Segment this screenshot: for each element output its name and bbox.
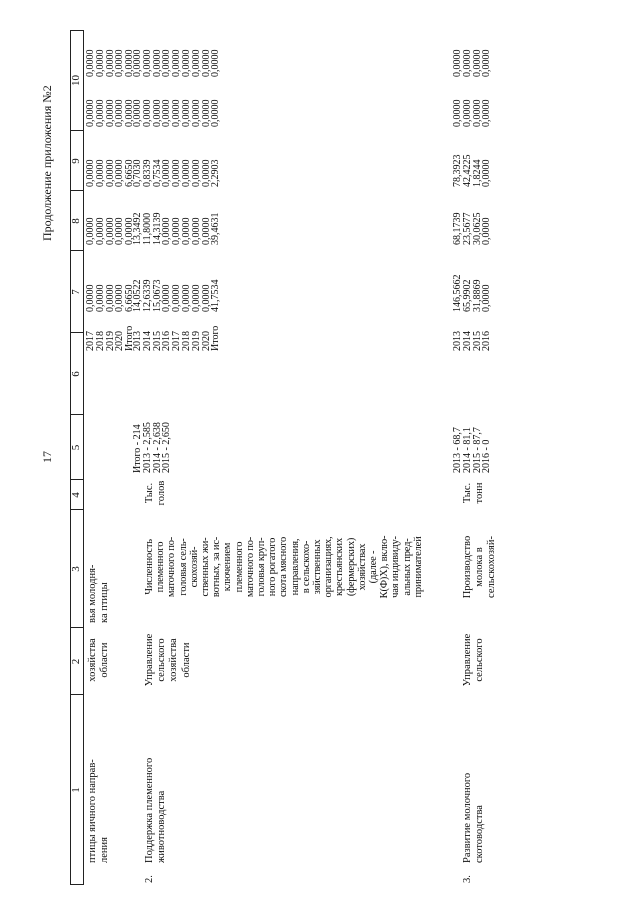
header-divider	[70, 694, 84, 695]
row2-years: 2013 2014 2015 2016 2017 2018 2019 2020 Итого	[132, 325, 222, 351]
row2-col10-values: 0,0000 0,0000 0,0000 0,0000 0,0000 0,0000 0,0000 0,0000 0,0000	[132, 49, 222, 77]
header-col-3: 3	[70, 566, 82, 572]
row1-program-name: птицы яичного направ- ления	[87, 759, 111, 863]
header-divider	[70, 627, 84, 628]
header-divider	[70, 509, 84, 510]
row2-executor: Управление сельского хозяйства области	[144, 633, 192, 687]
row2-number: 2.	[144, 875, 155, 883]
header-col-6: 6	[70, 371, 82, 377]
row3-col7-values: 68,1739 23,5677 30,0625 0,0000	[452, 212, 493, 245]
header-divider	[70, 190, 84, 191]
row2-col6-values: 14,0522 12,6339 15,0673 0,0000 0,0000 0,0000 0,0000 0,0000 41,7534	[132, 279, 222, 312]
row1-col10-values: 0,0000 0,0000 0,0000 0,0000 0,0000	[85, 49, 136, 77]
header-col-1: 1	[70, 787, 82, 793]
row1-indicator: вья молодня- ка птицы	[87, 564, 111, 623]
header-divider	[70, 332, 84, 333]
row3-unit: Тыс. тонн	[462, 482, 486, 504]
row2-col7-values: 13,3492 11,8000 14,3139 0,0000 0,0000 0,0000 0,0000 0,0000 39,4631	[132, 212, 222, 245]
header-divider	[70, 250, 84, 251]
data-table	[70, 30, 600, 885]
row2-indicator: Численность племенного маточного по- головья сель- скохозяй- ственных жи- вотных, за ис- ключением племенного маточного по- головья круп- ного рогатого скота мясного направления, в сельскохо- зяйственных организациях, крестьянских (фермерских) хозяйствах (далее - К(Ф)Х), вклю- чая индивиду- альных пред- принимателей	[144, 535, 424, 599]
row2-target-values: Итого - 214 2013 - 2,585 2014 - 2,638 2015 - 2,650	[132, 422, 173, 473]
row2-col8-values: 0,7030 0,8339 0,7534 0,0000 0,0000 0,0000 0,0000 0,0000 2,2903	[132, 159, 222, 187]
row2-col9-values: 0,0000 0,0000 0,0000 0,0000 0,0000 0,0000 0,0000 0,0000 0,0000	[132, 99, 222, 127]
row3-col10-values: 0,0000 0,0000 0,0000 0,0000	[452, 49, 493, 77]
header-divider	[70, 414, 84, 415]
row1-col9-values: 0,0000 0,0000 0,0000 0,0000 0,0000	[85, 99, 136, 127]
header-divider	[70, 479, 84, 480]
row1-col6-values: 0,0000 0,0000 0,0000 0,0000 6,6650	[85, 284, 136, 312]
row3-col9-values: 0,0000 0,0000 0,0000 0,0000	[452, 99, 493, 127]
header-col-4: 4	[70, 492, 82, 498]
row3-number: 3.	[462, 875, 473, 883]
row1-col7-values: 0,0000 0,0000 0,0000 0,0000 0,0000	[85, 217, 136, 245]
header-col-8: 8	[70, 218, 82, 224]
row1-col8-values: 0,0000 0,0000 0,0000 0,0000 6,6650	[85, 159, 136, 187]
header-col-9: 9	[70, 158, 82, 164]
row2-unit: Тыс. голов	[144, 480, 168, 506]
page-number: 17	[40, 451, 54, 463]
row3-target-values: 2013 - 68,7 2014 - 81,1 2015 - 87,7 2016 - 0	[452, 427, 493, 473]
header-col-7: 7	[70, 289, 82, 295]
row3-years: 2013 2014 2015 2016	[452, 331, 493, 351]
row3-program-name: Развитие молочного скотоводства	[462, 772, 486, 863]
header-col-5: 5	[70, 444, 82, 451]
header-col-10: 10	[70, 75, 82, 86]
header-divider	[70, 130, 84, 131]
row3-executor: Управление сельского	[462, 633, 486, 687]
row1-years: 2017 2018 2019 2020 Итого	[85, 325, 136, 351]
row2-program-name: Поддержка племенного животноводства	[144, 757, 168, 863]
row3-col6-values: 146,5662 65,9902 31,8869 0,0000	[452, 274, 493, 312]
row3-col8-values: 78,3923 42,4225 1,8244 0,0000	[452, 154, 493, 187]
header-col-2: 2	[70, 658, 82, 665]
row3-indicator: Производство молока в сельскохозяй-	[462, 535, 498, 599]
appendix-title: Продолжение приложения №2	[40, 85, 54, 241]
row1-executor: хозяйства области	[87, 638, 111, 682]
